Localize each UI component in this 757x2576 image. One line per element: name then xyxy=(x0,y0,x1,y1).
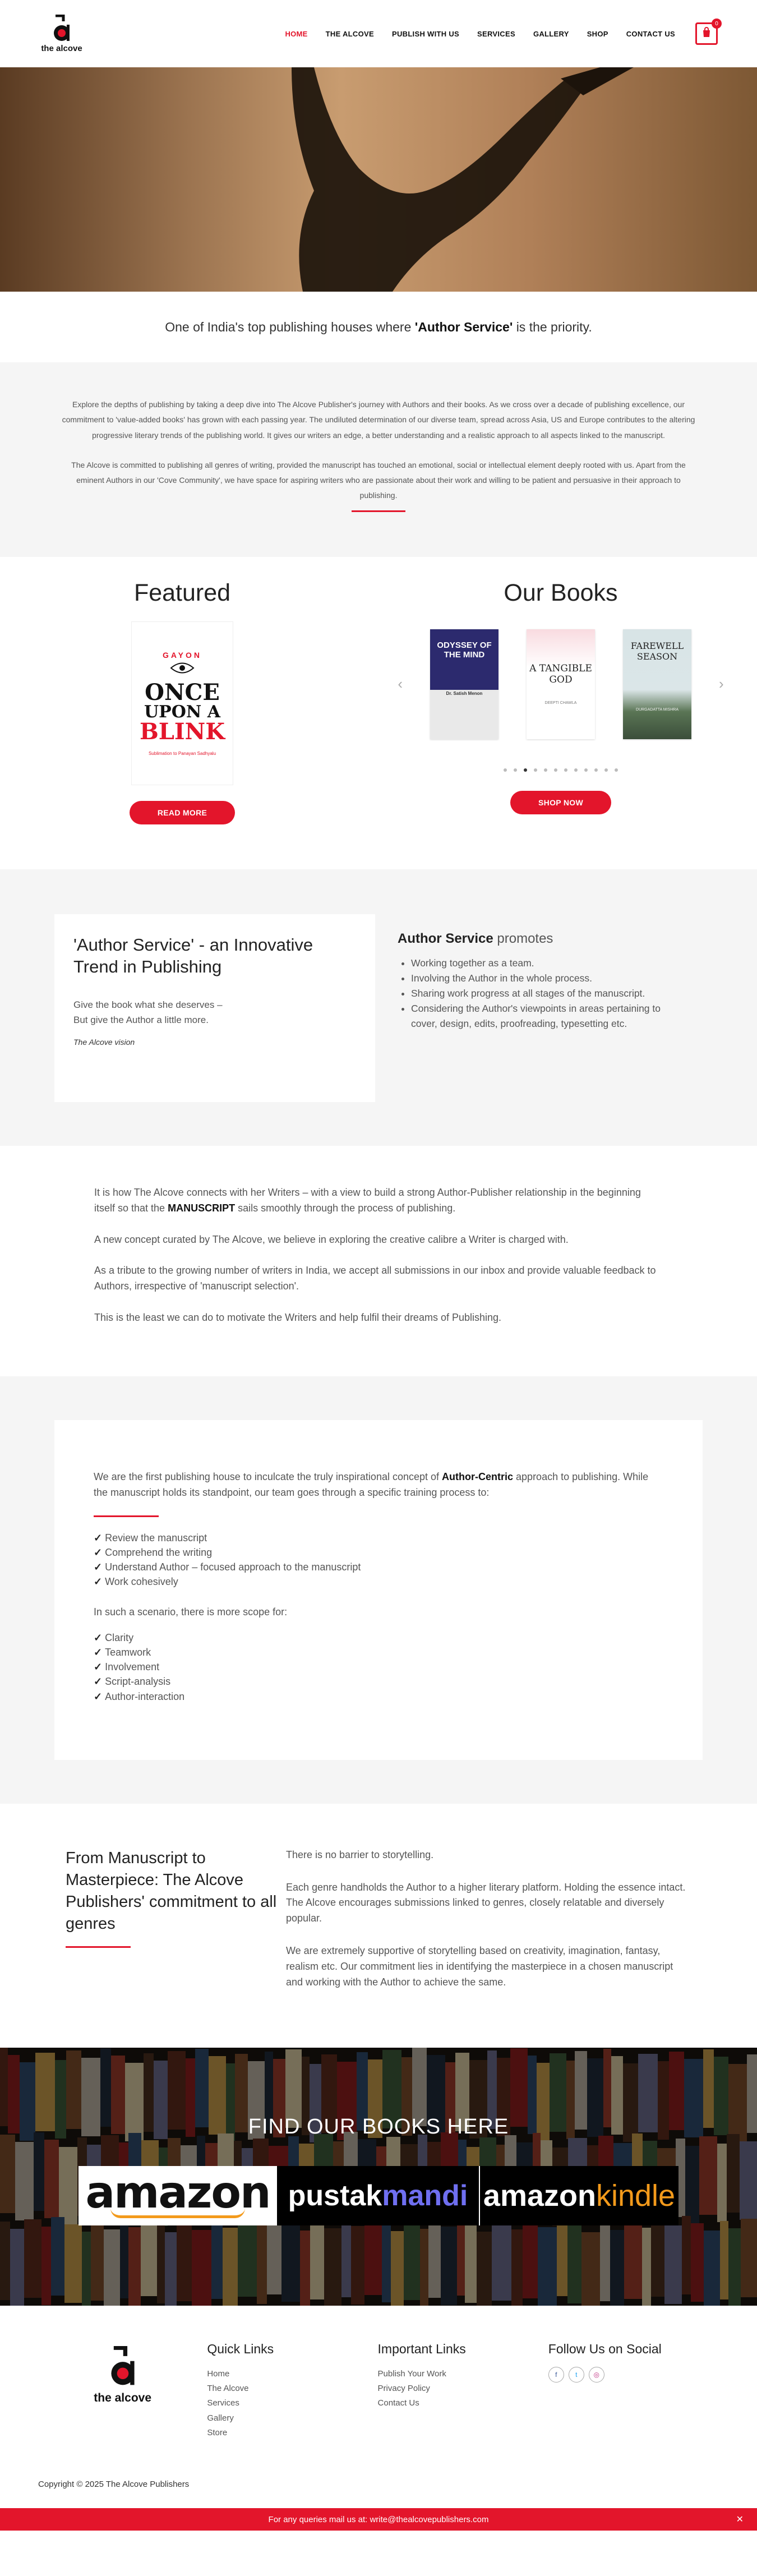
book-author: Dr. Satish Menon xyxy=(446,690,483,696)
author-centric-card xyxy=(54,1420,703,1760)
author-service-section xyxy=(0,869,757,1146)
scope-intro: In such a scenario, there is more scope for: xyxy=(94,1606,288,1618)
logo[interactable] xyxy=(39,15,84,53)
manuscript-paragraph-2: Each genre handholds the Author to a higher literary platform. Holding the essence intact. The Alcove encourages submissions linked to genres, closely relatable and diversely popular. xyxy=(286,1881,686,1924)
footer-link-home[interactable]: Home xyxy=(207,2368,230,2379)
author-centric-section xyxy=(0,1376,757,1804)
carousel-dot[interactable] xyxy=(534,768,537,772)
footer-logo-text: the alcove xyxy=(94,2391,152,2404)
cover-title-line-2: UPON A xyxy=(144,702,220,722)
social-icons xyxy=(548,2367,719,2383)
divider xyxy=(66,1946,131,1948)
tagline-before: One of India's top publishing houses where xyxy=(165,319,412,334)
cover-title xyxy=(140,681,225,743)
list-item: ✓ Comprehend the writing xyxy=(94,1545,663,1560)
cart-button[interactable] xyxy=(695,22,718,45)
divider xyxy=(352,510,405,512)
copyright: Copyright © 2025 The Alcove Publishers xyxy=(38,2480,190,2490)
footer-link-services[interactable]: Services xyxy=(207,2398,239,2408)
books-section xyxy=(0,557,757,869)
nav-shop[interactable]: SHOP xyxy=(587,29,608,38)
logo-icon xyxy=(109,2346,137,2390)
list-item: ✓ Work cohesively xyxy=(94,1574,663,1589)
author-service-card xyxy=(54,914,375,1102)
list-item: ✓ Review the manuscript xyxy=(94,1531,663,1545)
logo-icon xyxy=(52,15,71,43)
promotes-strong: Author Service xyxy=(398,930,493,946)
shop-now-button[interactable]: SHOP NOW xyxy=(510,791,611,814)
connect-section xyxy=(0,1146,757,1376)
list-item: ✓ Teamwork xyxy=(94,1645,663,1660)
amazon-smile-icon xyxy=(110,2208,245,2218)
carousel-dot[interactable] xyxy=(544,768,547,772)
hero-banner xyxy=(0,67,757,292)
author-service-line-1: Give the book what she deserves – xyxy=(73,999,223,1011)
store-logos xyxy=(79,2166,678,2225)
book-author: DEEPTI CHAWLA xyxy=(544,701,577,705)
carousel-dots xyxy=(364,768,757,772)
list-item: ✓ Clarity xyxy=(94,1630,663,1645)
promotes-rest: promotes xyxy=(493,930,553,946)
instagram-icon[interactable]: ◎ xyxy=(589,2367,604,2383)
divider xyxy=(94,1515,159,1517)
footer-link-publish[interactable]: Publish Your Work xyxy=(377,2368,446,2379)
query-bar xyxy=(0,2508,757,2531)
tagline xyxy=(0,292,757,362)
carousel-dot[interactable] xyxy=(524,768,527,772)
nav-contact-us[interactable]: CONTACT US xyxy=(626,29,675,38)
social-column xyxy=(548,2342,719,2440)
find-books-heading: FIND OUR BOOKS HERE xyxy=(248,2114,509,2139)
book-title: FAREWELL SEASON xyxy=(630,640,684,662)
quick-links-title: Quick Links xyxy=(207,2341,274,2356)
featured-book-cover[interactable] xyxy=(131,621,233,785)
kindle-logo-part-2: kindle xyxy=(596,2178,676,2213)
chevron-left-icon[interactable]: ‹ xyxy=(398,675,403,693)
pustakmandi-store-link[interactable] xyxy=(277,2166,479,2225)
footer-logo[interactable] xyxy=(38,2342,207,2440)
book-card[interactable] xyxy=(527,629,595,739)
site-footer xyxy=(0,2306,757,2440)
centric-paragraph xyxy=(94,1469,663,1501)
footer-link-store[interactable]: Store xyxy=(207,2427,228,2437)
books-carousel xyxy=(364,628,757,740)
main-nav xyxy=(267,22,718,45)
cover-subtitle: Sublimation to Panayan Sadhyalu xyxy=(148,750,216,756)
connect-p1-before: It is how The Alcove connects with her Writers – with a view to build a strong Author-Publisher relationship in the beginning itself so that the xyxy=(94,1186,641,1214)
process-list xyxy=(94,1531,663,1589)
shopping-bag-icon xyxy=(701,27,712,41)
nav-the-alcove[interactable]: THE ALCOVE xyxy=(325,29,374,38)
carousel-dot[interactable] xyxy=(504,768,507,772)
find-books-content xyxy=(0,2048,757,2306)
list-item: ✓ Involvement xyxy=(94,1660,663,1674)
our-books-heading: Our Books xyxy=(504,579,618,606)
our-books-block xyxy=(364,579,757,824)
promotes-list xyxy=(398,956,689,1032)
nav-home[interactable]: HOME xyxy=(285,29,308,38)
list-item: ✓ Understand Author – focused approach to the manuscript xyxy=(94,1560,663,1574)
tagline-after: is the priority. xyxy=(516,319,592,334)
list-item: • Working together as a team. xyxy=(411,956,689,971)
list-item: ✓ Author-interaction xyxy=(94,1689,663,1704)
site-header xyxy=(0,0,757,67)
chevron-right-icon[interactable]: › xyxy=(719,675,724,693)
connect-paragraph-3: As a tribute to the growing number of writers in India, we accept all submissions in our inbox and provide valuable feedback to Authors, irrespective of 'manuscript selection'. xyxy=(94,1265,656,1292)
close-icon[interactable]: ✕ xyxy=(736,2515,744,2525)
important-links-title: Important Links xyxy=(377,2341,466,2356)
promotes-heading xyxy=(398,931,689,947)
cover-title-line-1: ONCE xyxy=(145,679,220,706)
kindle-logo-part-1: amazon xyxy=(483,2178,596,2213)
amazon-kindle-store-link[interactable] xyxy=(479,2166,678,2225)
carousel-dot[interactable] xyxy=(584,768,588,772)
eye-icon xyxy=(170,662,195,677)
carousel-dot[interactable] xyxy=(604,768,608,772)
manuscript-paragraph-3: We are extremely supportive of storytelling based on creativity, imagination, fantasy, realism etc. Our commitment lies in identifying the masterpiece in a chosen manuscript and working with the Author to achieve the same. xyxy=(286,1945,673,1988)
book-author: DURGADATTA MISHRA xyxy=(636,707,678,712)
list-item: • Sharing work progress at all stages of the manuscript. xyxy=(411,986,689,1001)
tagline-strong: 'Author Service' xyxy=(414,319,513,334)
manuscript-title: From Manuscript to Masterpiece: The Alcove Publishers' commitment to all genres xyxy=(66,1849,277,1933)
carousel-dot[interactable] xyxy=(514,768,517,772)
pustakmandi-logo-part-1: pustak xyxy=(288,2179,382,2212)
centric-after: approach to publishing. While the manuscript holds its standpoint, our team goes through a specific training process to: xyxy=(94,1471,649,1499)
book-title: A TANGIBLE GOD xyxy=(529,662,592,685)
book-card[interactable] xyxy=(623,629,691,739)
amazon-store-link[interactable] xyxy=(79,2166,277,2225)
nav-gallery[interactable]: GALLERY xyxy=(533,29,569,38)
cover-brand: GAYON xyxy=(162,650,202,660)
query-bar-text[interactable]: For any queries mail us at: write@thealcovepublishers.com xyxy=(268,2514,489,2524)
scope-list xyxy=(94,1630,663,1703)
connect-paragraph-1 xyxy=(94,1185,663,1216)
manuscript-text xyxy=(281,1847,691,2007)
manuscript-section xyxy=(0,1804,757,2048)
pustakmandi-logo-part-2: mandi xyxy=(382,2179,468,2212)
connect-paragraph-4: This is the least we can do to motivate the Writers and help fulfil their dreams of Publishing. xyxy=(94,1312,502,1324)
footer-link-contact[interactable]: Contact Us xyxy=(377,2398,419,2408)
carousel-dot[interactable] xyxy=(615,768,618,772)
carousel-dot[interactable] xyxy=(554,768,557,772)
connect-p1-strong: MANUSCRIPT xyxy=(168,1202,236,1214)
author-service-promotes xyxy=(375,914,689,1102)
book-title: ODYSSEY OF THE MIND xyxy=(437,640,492,660)
nav-publish-with-us[interactable]: PUBLISH WITH US xyxy=(391,29,460,38)
twitter-icon[interactable]: t xyxy=(569,2367,584,2383)
carousel-dot[interactable] xyxy=(574,768,578,772)
connect-paragraph-2: A new concept curated by The Alcove, we believe in exploring the creative calibre a Writer is charged with. xyxy=(94,1233,569,1245)
book-card[interactable] xyxy=(430,629,498,739)
manuscript-heading-block xyxy=(66,1847,281,2007)
intro-paragraph-1: Explore the depths of publishing by taking a deep dive into The Alcove Publisher's journey with Authors and their books. As we cross over a decade of publishing excellence, our commitment to 'value-added books' has grown with each passing year. The undiluted determination of our diverse team, spread across Asia, US and Europe contributes to the altering progressive literary trends of the publishing world. It gives our writers an edge, a better understanding and a realistic approach to all aspects linked to the manuscript. xyxy=(62,400,695,440)
hero-silhouette-image xyxy=(0,67,757,292)
list-item: • Involving the Author in the whole process. xyxy=(411,971,689,986)
social-title: Follow Us on Social xyxy=(548,2341,662,2356)
intro-section xyxy=(0,362,757,557)
cover-title-line-3: BLINK xyxy=(140,718,225,745)
centric-before: We are the first publishing house to inculcate the truly inspirational concept of xyxy=(94,1471,442,1483)
carousel-dot[interactable] xyxy=(564,768,567,772)
featured-block xyxy=(0,579,364,824)
facebook-icon[interactable]: f xyxy=(548,2367,564,2383)
cart-count-badge: 0 xyxy=(712,19,722,29)
connect-p1-after: sails smoothly through the process of publishing. xyxy=(235,1202,456,1214)
logo-text: the alcove xyxy=(41,43,82,53)
list-item: • Considering the Author's viewpoints in areas pertaining to cover, design, edits, proofreading, typesetting etc. xyxy=(411,1001,689,1031)
footer-link-the-alcove[interactable]: The Alcove xyxy=(207,2384,249,2394)
author-service-vision: The Alcove vision xyxy=(73,1037,135,1047)
manuscript-paragraph-1: There is no barrier to storytelling. xyxy=(286,1849,434,1860)
read-more-button[interactable]: READ MORE xyxy=(130,801,235,824)
featured-heading: Featured xyxy=(133,579,231,606)
quick-links-column xyxy=(207,2342,377,2440)
intro-paragraph-2: The Alcove is committed to publishing all genres of writing, provided the manuscript has touched an emotional, social or intellectual element deeply rooted with us. Apart from the eminent Authors in our 'Cove Community', we have space for aspiring writers who are passionate about their work and willing to be patient and persuasive in their approach to publishing. xyxy=(71,460,686,500)
nav-services[interactable]: SERVICES xyxy=(477,29,515,38)
carousel-dot[interactable] xyxy=(594,768,598,772)
author-service-title: 'Author Service' - an Innovative Trend in Publishing xyxy=(73,934,313,976)
author-service-line-2: But give the Author a little more. xyxy=(73,1014,209,1025)
amazon-logo-text: amazon xyxy=(85,2167,270,2218)
list-item: ✓ Script-analysis xyxy=(94,1674,663,1689)
footer-link-gallery[interactable]: Gallery xyxy=(207,2413,234,2423)
find-books-section xyxy=(0,2048,757,2306)
centric-strong: Author-Centric xyxy=(442,1471,514,1483)
important-links-column xyxy=(378,2342,548,2440)
footer-link-privacy[interactable]: Privacy Policy xyxy=(377,2384,430,2394)
kindle-logo xyxy=(483,2178,675,2213)
